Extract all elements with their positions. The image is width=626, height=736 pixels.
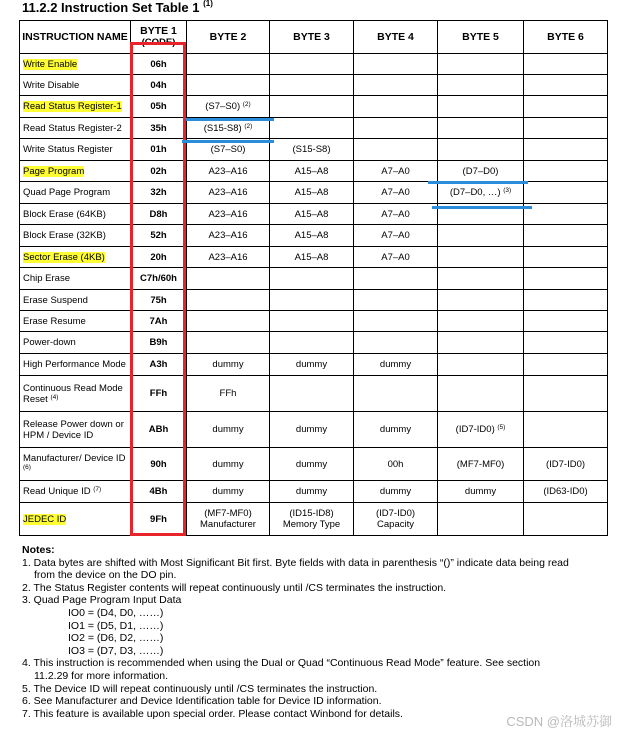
byte3-cell (270, 161, 354, 182)
code-cell: B9h (131, 332, 187, 354)
byte6-cell (524, 268, 608, 290)
byte2-cell (187, 412, 270, 448)
byte2-cell (187, 96, 270, 118)
byte-value: (S7–S0) (210, 144, 246, 155)
table-row (20, 481, 608, 503)
byte6-cell (524, 376, 608, 412)
byte2-cell (187, 247, 270, 268)
byte4-cell (354, 376, 438, 412)
byte4-cell (354, 247, 438, 268)
byte6-cell (524, 247, 608, 268)
section-title-text: 11.2.2 Instruction Set Table 1 (22, 0, 200, 15)
table-row (20, 96, 608, 118)
note-3-io1: IO1 = (D5, D1, ……) (68, 619, 164, 632)
instruction-name: Page Program (23, 165, 85, 177)
code-cell: 35h (131, 118, 187, 139)
section-title (22, 0, 213, 15)
note-4a: 4. This instruction is recommended when using the Dual or Quad “Continuous Read Mode” feature. See section (22, 657, 541, 670)
instruction-name: Chip Erase (23, 273, 70, 284)
instruction-name: Quad Page Program (23, 187, 111, 198)
byte-value: A23–A16 (208, 187, 248, 198)
byte5-cell (438, 204, 524, 225)
byte-value: dummy (212, 486, 244, 497)
byte5-cell (438, 139, 524, 161)
byte6-cell (524, 118, 608, 139)
instruction-name-cell (20, 182, 131, 204)
instruction-name: JEDEC ID (23, 513, 67, 525)
byte4-cell (354, 268, 438, 290)
instruction-name: Release Power down or HPM / Device ID (23, 418, 124, 441)
byte5-cell (438, 161, 524, 182)
byte-value: A7–A0 (381, 165, 410, 177)
code-cell: ABh (131, 412, 187, 448)
code-cell: 90h (131, 448, 187, 481)
instruction-name-footnote: (4) (50, 393, 59, 401)
byte6-cell (524, 54, 608, 75)
byte5-cell (438, 412, 524, 448)
code-cell: 75h (131, 290, 187, 311)
byte6-cell (524, 161, 608, 182)
table-row (20, 54, 608, 75)
byte2-cell (187, 225, 270, 247)
note-6: 6. See Manufacturer and Device Identification table for Device ID information. (22, 695, 382, 708)
instruction-name-cell (20, 412, 131, 448)
table-row (20, 354, 608, 376)
byte6-cell (524, 311, 608, 332)
byte2-cell (187, 311, 270, 332)
byte-value: dummy (295, 486, 328, 497)
byte-caption: Capacity (377, 519, 414, 530)
header-byte1 (131, 21, 187, 54)
byte-value: (S15-S8) (292, 144, 331, 155)
byte-footnote: (3) (503, 187, 512, 194)
instruction-name-cell (20, 354, 131, 376)
header-byte4: BYTE 4 (354, 21, 438, 54)
byte4-cell (354, 332, 438, 354)
byte4-cell (354, 354, 438, 376)
byte3-cell (270, 118, 354, 139)
table-row (20, 332, 608, 354)
instruction-name: Read Status Register-2 (23, 122, 122, 134)
note-1b: from the device on the DO pin. (34, 569, 177, 582)
byte4-cell (354, 448, 438, 481)
byte6-cell (524, 412, 608, 448)
byte-value: dummy (212, 458, 244, 470)
byte-value: dummy (212, 424, 244, 435)
code-cell: 02h (131, 161, 187, 182)
byte5-cell (438, 503, 524, 536)
byte3-cell (270, 96, 354, 118)
byte3-cell (270, 268, 354, 290)
byte4-cell (354, 503, 438, 536)
byte6-cell (524, 332, 608, 354)
header-byte1-label: BYTE 1 (140, 25, 177, 37)
section-title-footnote: (1) (203, 0, 213, 8)
byte-value: A23–A16 (208, 251, 248, 263)
byte5-cell (438, 182, 524, 204)
table-row (20, 247, 608, 268)
byte-value: dummy (379, 424, 412, 435)
instruction-name: Read Unique ID (23, 486, 91, 497)
byte-value: dummy (212, 359, 244, 370)
table-header-row (20, 21, 608, 54)
table-row (20, 376, 608, 412)
note-3-io2: IO2 = (D6, D2, ……) (68, 632, 164, 645)
note-3-io0: IO0 = (D4, D0, ……) (68, 606, 164, 619)
byte2-cell (187, 376, 270, 412)
byte6-cell (524, 182, 608, 204)
instruction-name: Erase Suspend (23, 294, 88, 306)
table-row (20, 182, 608, 204)
code-cell: 32h (131, 182, 187, 204)
code-cell: 04h (131, 75, 187, 96)
byte-value: A7–A0 (381, 208, 410, 220)
byte6-cell (524, 225, 608, 247)
table-row (20, 290, 608, 311)
byte3-cell (270, 247, 354, 268)
byte-value: A15–A8 (294, 165, 329, 177)
byte5-cell (438, 268, 524, 290)
header-byte3: BYTE 3 (270, 21, 354, 54)
byte4-cell (354, 54, 438, 75)
instruction-name: Power-down (23, 337, 76, 348)
instruction-name: Manufacturer/ Device ID (23, 453, 126, 464)
table-row (20, 448, 608, 481)
table-body (20, 54, 608, 536)
byte2-cell (187, 182, 270, 204)
instruction-name-cell (20, 332, 131, 354)
byte3-cell (270, 225, 354, 247)
instruction-name-footnote: (7) (93, 486, 102, 493)
instruction-name: Erase Resume (23, 315, 86, 327)
watermark: CSDN @洛城苏御 (506, 714, 612, 729)
table-row (20, 118, 608, 139)
note-2: 2. The Status Register contents will repeat continuously until /CS terminates the instruction. (22, 581, 447, 594)
byte-value: FFh (219, 388, 237, 399)
byte3-cell (270, 376, 354, 412)
byte5-cell (438, 376, 524, 412)
byte5-cell (438, 481, 524, 503)
byte2-cell (187, 161, 270, 182)
byte6-cell (524, 354, 608, 376)
byte-value: A7–A0 (381, 187, 410, 198)
byte2-cell (187, 290, 270, 311)
byte4-cell (354, 412, 438, 448)
notes-heading: Notes: (22, 544, 55, 556)
byte3-cell (270, 503, 354, 536)
code-cell: C7h/60h (131, 268, 187, 290)
byte2-cell (187, 332, 270, 354)
byte-value: (MF7-MF0) (204, 508, 252, 519)
byte-footnote: (2) (244, 122, 253, 130)
byte-value: A15–A8 (294, 208, 329, 220)
instruction-name-cell (20, 204, 131, 225)
instruction-name-cell (20, 247, 131, 268)
byte-value: dummy (464, 486, 497, 497)
byte5-cell (438, 225, 524, 247)
byte-value: dummy (295, 424, 328, 435)
table-row (20, 161, 608, 182)
byte-value: (ID7-ID0) (455, 424, 495, 435)
byte5-cell (438, 332, 524, 354)
instruction-name-cell (20, 448, 131, 481)
instruction-name-cell (20, 161, 131, 182)
instruction-name-cell (20, 118, 131, 139)
byte3-cell (270, 332, 354, 354)
instruction-name-cell (20, 96, 131, 118)
byte-value: A15–A8 (294, 230, 329, 241)
byte3-cell (270, 182, 354, 204)
byte4-cell (354, 481, 438, 503)
byte2-cell (187, 448, 270, 481)
byte6-cell (524, 448, 608, 481)
note-3-io3: IO3 = (D7, D3, ……) (68, 644, 164, 657)
header-byte2: BYTE 2 (187, 21, 270, 54)
byte-value: (ID15-ID8) (289, 508, 334, 519)
instruction-name-cell (20, 225, 131, 247)
byte3-cell (270, 481, 354, 503)
instruction-name: Sector Erase (4KB) (23, 251, 105, 263)
code-cell: 4Bh (131, 481, 187, 503)
instruction-set-table (19, 20, 608, 536)
instruction-name-cell (20, 503, 131, 536)
header-byte6: BYTE 6 (524, 21, 608, 54)
byte-value: A23–A16 (208, 165, 248, 177)
table-row (20, 268, 608, 290)
byte6-cell (524, 290, 608, 311)
note-7: 7. This feature is available upon special order. Please contact Winbond for details. (22, 707, 403, 720)
instruction-name: Block Erase (32KB) (23, 230, 106, 241)
byte-value: dummy (295, 458, 328, 470)
instruction-name: Read Status Register-1 (23, 101, 122, 112)
table-row (20, 204, 608, 225)
byte6-cell (524, 204, 608, 225)
instruction-name: Write Enable (23, 58, 78, 70)
table-row (20, 503, 608, 536)
header-byte5: BYTE 5 (438, 21, 524, 54)
table-row (20, 225, 608, 247)
instruction-name: Write Disable (23, 79, 80, 91)
instruction-name-cell (20, 75, 131, 96)
instruction-name: Continuous Read Mode Reset (23, 382, 123, 405)
byte3-cell (270, 412, 354, 448)
byte6-cell (524, 75, 608, 96)
byte4-cell (354, 290, 438, 311)
byte-value: A23–A16 (208, 230, 248, 241)
byte2-cell (187, 204, 270, 225)
byte2-cell (187, 268, 270, 290)
code-cell: 05h (131, 96, 187, 118)
byte5-cell (438, 311, 524, 332)
table-row (20, 75, 608, 96)
code-cell: A3h (131, 354, 187, 376)
code-cell: 9Fh (131, 503, 187, 536)
byte3-cell (270, 54, 354, 75)
notes-section (22, 544, 612, 720)
byte5-cell (438, 247, 524, 268)
code-cell: 06h (131, 54, 187, 75)
instruction-name-cell (20, 268, 131, 290)
byte4-cell (354, 96, 438, 118)
byte5-cell (438, 54, 524, 75)
header-instruction-name: INSTRUCTION NAME (20, 21, 131, 54)
byte-value: (D7–D0) (462, 165, 499, 177)
byte3-cell (270, 204, 354, 225)
instruction-name-cell (20, 311, 131, 332)
byte6-cell (524, 139, 608, 161)
code-cell: 52h (131, 225, 187, 247)
byte-footnote: (5) (497, 424, 506, 431)
byte-caption: Manufacturer (200, 519, 256, 530)
byte5-cell (438, 75, 524, 96)
byte2-cell (187, 118, 270, 139)
instruction-name-cell (20, 139, 131, 161)
byte4-cell (354, 161, 438, 182)
byte-value: A15–A8 (294, 187, 329, 198)
byte-value: dummy (295, 359, 328, 370)
byte5-cell (438, 96, 524, 118)
note-5: 5. The Device ID will repeat continuously until /CS terminates the instruction. (22, 682, 378, 695)
byte2-cell (187, 354, 270, 376)
byte2-cell (187, 75, 270, 96)
byte-value: (S7–S0) (205, 101, 241, 112)
byte-value: (ID7-ID0) (375, 508, 416, 519)
byte-value: dummy (379, 486, 412, 497)
byte3-cell (270, 290, 354, 311)
instruction-name: Block Erase (64KB) (23, 208, 106, 220)
byte6-cell (524, 503, 608, 536)
header-byte1-sub: (CODE) (141, 37, 176, 48)
byte5-cell (438, 290, 524, 311)
byte2-cell (187, 139, 270, 161)
code-cell: 7Ah (131, 311, 187, 332)
byte-value: dummy (379, 359, 412, 370)
table-row (20, 412, 608, 448)
byte3-cell (270, 139, 354, 161)
code-cell: D8h (131, 204, 187, 225)
byte-value: A7–A0 (381, 230, 410, 241)
byte-value: 00h (387, 458, 404, 470)
code-cell: 01h (131, 139, 187, 161)
code-cell: FFh (131, 376, 187, 412)
instruction-name: High Performance Mode (23, 359, 126, 370)
byte5-cell (438, 354, 524, 376)
byte6-cell (524, 481, 608, 503)
byte-value: A23–A16 (208, 208, 248, 220)
instruction-name-cell (20, 54, 131, 75)
instruction-name-cell (20, 290, 131, 311)
byte-footnote: (2) (242, 101, 251, 108)
byte3-cell (270, 448, 354, 481)
byte4-cell (354, 311, 438, 332)
byte-value: (S15-S8) (203, 122, 242, 134)
table-row (20, 139, 608, 161)
note-3: 3. Quad Page Program Input Data (22, 594, 182, 607)
byte2-cell (187, 503, 270, 536)
byte-caption: Memory Type (282, 519, 341, 530)
instruction-name-cell (20, 481, 131, 503)
byte4-cell (354, 118, 438, 139)
byte5-cell (438, 118, 524, 139)
byte6-cell (524, 96, 608, 118)
instruction-name-footnote: (6) (23, 464, 31, 471)
byte3-cell (270, 354, 354, 376)
byte2-cell (187, 481, 270, 503)
table-row (20, 311, 608, 332)
note-1a: 1. Data bytes are shifted with Most Significant Bit first. Byte fields with data in parenthesis “()” indicate data being read (22, 556, 569, 569)
byte-value: A15–A8 (294, 251, 329, 263)
byte2-cell (187, 54, 270, 75)
byte4-cell (354, 139, 438, 161)
byte3-cell (270, 75, 354, 96)
byte-value: A7–A0 (381, 251, 410, 263)
instruction-name: Write Status Register (23, 144, 113, 155)
code-cell: 20h (131, 247, 187, 268)
byte4-cell (354, 182, 438, 204)
byte3-cell (270, 311, 354, 332)
byte-value: (ID63-ID0) (543, 486, 588, 497)
byte5-cell (438, 448, 524, 481)
instruction-name-cell (20, 376, 131, 412)
byte-value: (MF7-MF0) (456, 458, 505, 470)
note-4b: 11.2.29 for more information. (34, 669, 169, 682)
byte-value: (ID7-ID0) (545, 458, 586, 470)
byte4-cell (354, 225, 438, 247)
byte4-cell (354, 75, 438, 96)
byte-value: (D7–D0, …) (449, 187, 501, 198)
byte4-cell (354, 204, 438, 225)
